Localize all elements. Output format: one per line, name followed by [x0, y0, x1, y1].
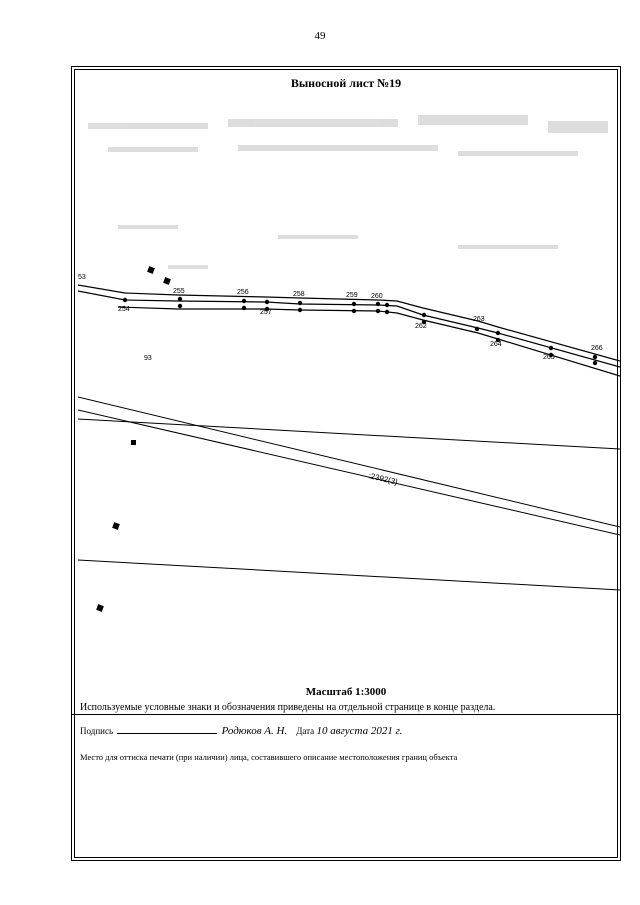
point-label-93: 93 [144, 355, 152, 362]
date-label: Дата [296, 726, 315, 736]
signature-row [80, 725, 403, 737]
page-number: 49 [314, 30, 326, 42]
signature-label: Подпись [80, 726, 114, 736]
point-label-259: 259 [346, 292, 358, 299]
sheet-title: Выносной лист №19 [290, 76, 402, 90]
object-symbols [96, 266, 171, 612]
boundary-map [78, 95, 620, 680]
point-label-260: 260 [371, 293, 383, 300]
point-label-257: 257 [260, 309, 272, 316]
point-label-255: 255 [173, 288, 185, 295]
stamp-note: Место для оттиска печати (при наличии) лица, составившего описание местоположения границ объекта [80, 752, 458, 762]
point-label-256: 256 [237, 289, 249, 296]
point-label-265: 265 [543, 354, 555, 361]
point-label-263: 263 [473, 316, 485, 323]
parcel-lines [78, 397, 620, 590]
point-label-254: 254 [118, 306, 130, 313]
map-scale: Масштаб 1:3000 [305, 686, 387, 698]
signer-name: Родюков А. Н. [221, 725, 288, 737]
boundary-points [123, 297, 597, 365]
background-texture [88, 115, 608, 269]
legend-note: Используемые условные знаки и обозначения приведены на отдельной странице в конце раздела. [80, 702, 496, 713]
point-label-258: 258 [293, 291, 305, 298]
point-label-53: 53 [78, 274, 86, 281]
point-label-264: 264 [490, 341, 502, 348]
signature-line [117, 725, 217, 734]
point-label-266: 266 [591, 345, 603, 352]
parcel-label: :2392(3) [367, 471, 399, 487]
point-label-262: 262 [415, 323, 427, 330]
date-value: 10 августа 2021 г. [316, 725, 403, 737]
section-divider [71, 714, 621, 715]
